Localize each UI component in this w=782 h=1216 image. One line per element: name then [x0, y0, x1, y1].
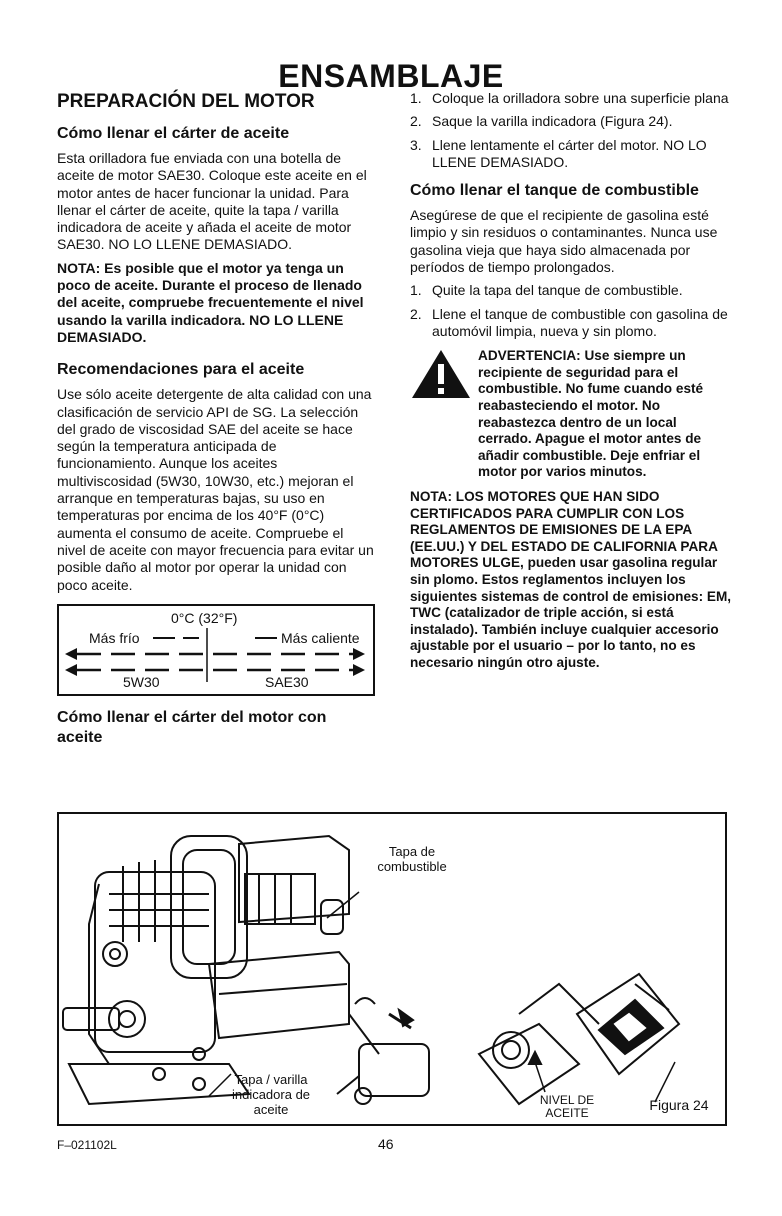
list-item: 2. Llene el tanque de combustible con gasolina de automóvil limpia, nueva y sin plomo.: [410, 305, 728, 339]
label-fuel-cap: Tapa de combustible: [377, 844, 447, 874]
list-item: 2. Saque la varilla indicadora (Figura 24).: [410, 113, 673, 130]
oil-recommendations-text: Use sólo aceite detergente de alta calidad con una clasificación de servicio API de SG. La selección del grado de viscosidad SAE del aceite se hace según la temperatura anticipada de funcionamiento. Aunque los aceites multiviscosidad (5W30, 10W30, etc.) mejoran el arranque en temperaturas bajas, su uso en temperaturas por encima de los 40°F (0°C) aumenta el consumo de aceite. Compruebe el nivel de aceite con mayor frecuencia para evitar un posible daño al motor por operar la unidad con poco aceite.: [57, 386, 374, 593]
document-code: F–021102L: [57, 1138, 117, 1152]
oil-steps-list: [410, 90, 732, 171]
list-item: 3. Llene lentamente el cárter del motor. NO LO LLENE DEMASIADO.: [410, 136, 707, 170]
chart-warmer-label: Más caliente: [281, 629, 360, 646]
page-title: ENSAMBLAJE: [278, 58, 504, 94]
crankcase-heading: Cómo llenar el cárter del motor con aceite: [57, 708, 327, 746]
list-item: 1. Quite la tapa del tanque de combustible.: [410, 282, 683, 299]
fuel-steps-list: [410, 282, 732, 340]
chart-center-temp: 0°C (32°F): [171, 609, 238, 626]
oil-recommendations-heading: Recomendaciones para el aceite: [57, 361, 305, 379]
oil-fill-note: NOTA: Es posible que el motor ya tenga un poco de aceite. Durante el proceso de llenado del aceite, compruebe frecuentemente el nivel usando la varilla indicadora. NO LO LLENE DEMASIADO.: [57, 259, 364, 345]
chart-oil-left: 5W30: [123, 673, 160, 690]
oil-viscosity-chart: [57, 604, 375, 696]
right-column: [410, 90, 732, 678]
chart-colder-label: Más frío: [89, 629, 140, 646]
list-item: 1. Coloque la orilladora sobre una superficie plana: [410, 90, 729, 106]
fuel-text: Asegúrese de que el recipiente de gasolina esté limpio y sin residuos o contaminantes. Nunca use gasolina vieja que haya sido almacenada por períodos de tiempo prolongados.: [410, 207, 718, 276]
fuel-heading: Cómo llenar el tanque de combustible: [410, 182, 699, 200]
chart-oil-right: SAE30: [265, 673, 309, 690]
chart-arrows: [59, 606, 373, 694]
fuel-warning: [410, 348, 732, 481]
oil-fill-text: Esta orilladora fue enviada con una botella de aceite de motor SAE30. Coloque este aceite en el motor antes de hacer funcionar la unidad. Para llenar el cárter de aceite, quite la tapa / varilla indicadora de aceite y añada el aceite de motor SAE30. NO LO LLENE DEMASIADO.: [57, 150, 367, 253]
page-number: 46: [378, 1136, 394, 1152]
left-column: [57, 90, 375, 754]
label-dipstick: Tapa / varilla indicadora de aceite: [231, 1072, 311, 1117]
label-oil-level: NIVEL DE ACEITE: [539, 1093, 595, 1120]
figure-caption: Figura 24: [649, 1097, 709, 1113]
oil-fill-heading: Cómo llenar el cárter de aceite: [57, 125, 290, 142]
section-title: PREPARACIÓN DEL MOTOR: [57, 91, 315, 112]
warning-triangle-icon: [410, 348, 472, 400]
figure-24: [57, 812, 727, 1126]
warning-text: ADVERTENCIA: Use siempre un recipiente de seguridad para el combustible. No fume cuando esté reabasteciendo el motor. No reabastezca dentro de un local cerrado. Apague el motor antes de añadir combustible. Deje enfriar el motor por varios minutos.: [478, 348, 704, 480]
epa-note: NOTA: LOS MOTORES QUE HAN SIDO CERTIFICADOS PARA CUMPLIR CON LOS REGLAMENTOS DE EMISIONES DE LA EPA (EE.UU.) Y DEL ESTADO DE CALIFORNIA PARA MOTORES ULGE, pueden usar gasolina regular sin plomo. Estos reglamentos incluyen los siguientes sistemas de control de emisiones: EM, TWC (catalizador de triple acción, si está instalado). También incluye cualquier accesorio ajustable por el usuario – por lo tanto, no es necesario ningún otro ajuste.: [410, 489, 732, 670]
